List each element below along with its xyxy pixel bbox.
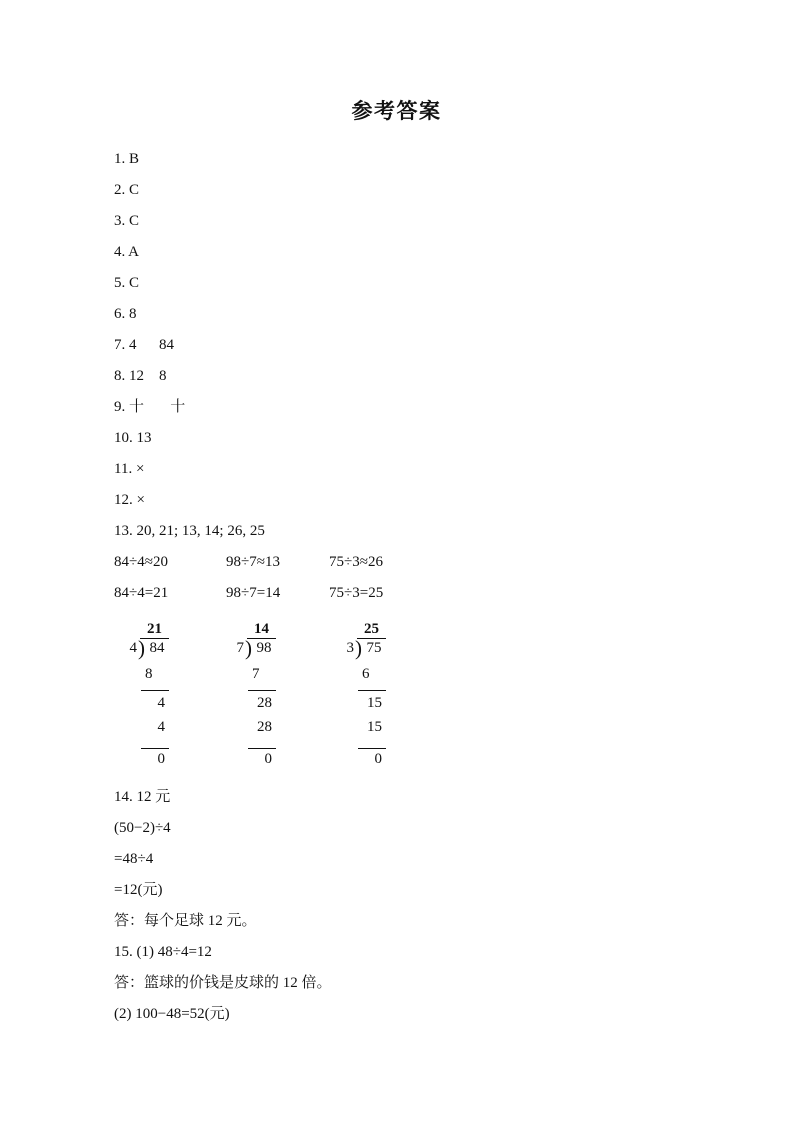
answer-line-6: 6. 8 [114, 306, 137, 322]
ld-work-row-4: 0 [157, 751, 165, 767]
ld-dividend: 98 [256, 640, 272, 656]
long-division-block-3 [345, 621, 387, 766]
q14-step-line-3: =12(元) [114, 882, 163, 898]
answer-line-5: 5. C [114, 275, 140, 291]
long-division-block-1 [128, 621, 170, 766]
q15-part1-line: 15. (1) 48÷4=12 [114, 944, 212, 960]
ld-work-row-4: 0 [374, 751, 382, 767]
q13-exact-row [114, 578, 793, 609]
ld-dividend: 84 [149, 640, 165, 656]
ld-work-row-1: 7 [252, 666, 260, 682]
exact-equation-3: 75÷3=25 [329, 585, 384, 601]
ld-quotient: 14 [247, 621, 276, 639]
estimate-equation-1: 84÷4≈20 [114, 554, 168, 570]
ld-rule [141, 690, 169, 691]
q14-conclusion-line: 答：每个足球 12 元。 [114, 913, 257, 929]
answer-line-11: 11. × [114, 461, 145, 477]
estimate-equation-3: 75÷3≈26 [329, 554, 383, 570]
long-division-block-2 [235, 621, 277, 766]
ld-work-row-3: 4 [157, 719, 165, 735]
answer-line-3: 3. C [114, 213, 140, 229]
ld-rule [358, 748, 386, 749]
ld-quotient: 21 [140, 621, 169, 639]
ld-divisor: 7 [236, 640, 244, 656]
ld-divisor: 3 [346, 640, 354, 656]
long-division-area [114, 621, 793, 767]
answer-line-8: 8. 12 8 [114, 368, 167, 384]
ld-work-row-2: 15 [367, 695, 382, 711]
answer-line-4: 4. A [114, 244, 140, 260]
ld-rule [358, 690, 386, 691]
q13-estimate-row [114, 547, 793, 578]
answer-line-2: 2. C [114, 182, 140, 198]
ld-work-row-3: 28 [257, 719, 272, 735]
ld-work-row-1: 6 [362, 666, 370, 682]
answer-content [0, 144, 793, 1030]
ld-work-row-1: 8 [145, 666, 153, 682]
ld-rule [141, 748, 169, 749]
q14-answer-line: 14. 12 元 [114, 789, 171, 805]
ld-quotient: 25 [357, 621, 386, 639]
division-bracket-icon: ) [245, 636, 252, 660]
ld-dividend: 75 [366, 640, 382, 656]
division-bracket-icon: ) [138, 636, 145, 660]
q15-part2-line: (2) 100−48=52(元) [114, 1006, 230, 1022]
exact-equation-1: 84÷4=21 [114, 585, 169, 601]
ld-work-row-4: 0 [264, 751, 272, 767]
ld-rule [248, 748, 276, 749]
q15-part1-conclusion-line: 答：篮球的价钱是皮球的 12 倍。 [114, 975, 332, 991]
estimate-equation-2: 98÷7≈13 [226, 554, 280, 570]
answer-line-7: 7. 4 84 [114, 337, 174, 353]
answer-line-1: 1. B [114, 151, 140, 167]
ld-work-row-3: 15 [367, 719, 382, 735]
ld-work-row-2: 4 [157, 695, 165, 711]
exact-equation-2: 98÷7=14 [226, 585, 281, 601]
q14-step-line-1: (50−2)÷4 [114, 820, 171, 836]
answer-line-13: 13. 20, 21; 13, 14; 26, 25 [114, 523, 265, 539]
answer-line-9: 9. 十 十 [114, 399, 186, 415]
page-title: 参考答案 [351, 99, 442, 123]
ld-work-row-2: 28 [257, 695, 272, 711]
answer-line-12: 12. × [114, 492, 145, 508]
ld-divisor: 4 [129, 640, 137, 656]
division-bracket-icon: ) [355, 636, 362, 660]
ld-rule [248, 690, 276, 691]
q14-step-line-2: =48÷4 [114, 851, 154, 867]
answer-line-10: 10. 13 [114, 430, 152, 446]
